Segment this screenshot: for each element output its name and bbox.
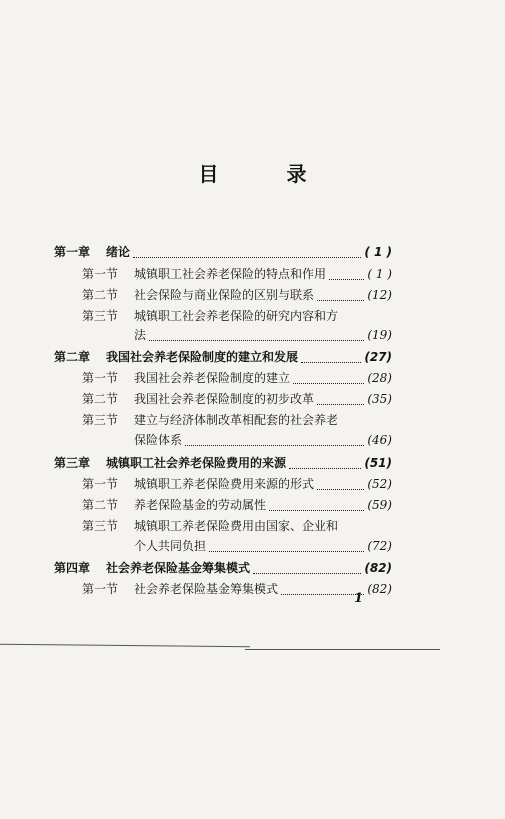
dot-leader: [209, 541, 364, 552]
dot-leader: [289, 458, 361, 469]
toc-entry-title: 法: [134, 328, 147, 342]
toc-entry-title: 我国社会养老保险制度的初步改革: [134, 392, 315, 406]
chapter-label: 第四章: [54, 561, 91, 575]
toc-section-row: [82, 517, 392, 535]
dot-leader: [317, 290, 364, 301]
dot-leader: [253, 563, 361, 574]
toc-page-number: (19): [367, 328, 392, 342]
dot-leader: [269, 500, 364, 511]
toc-continuation-row: [134, 537, 392, 555]
toc-page-number: ( 1 ): [367, 267, 392, 281]
chapter-label: 第一章: [54, 245, 91, 259]
toc-page-number: (12): [367, 288, 392, 302]
toc-continuation-row: [134, 431, 392, 449]
toc-section-row: [82, 580, 392, 598]
section-label: 第三节: [82, 413, 119, 427]
toc-chapter-row: [54, 348, 392, 366]
toc-section-row: [82, 390, 392, 408]
dot-leader: [301, 352, 361, 363]
toc-entry-title: 城镇职工社会养老保险费用的来源: [106, 456, 287, 470]
section-label: 第一节: [82, 371, 119, 385]
section-label: 第三节: [82, 519, 119, 533]
dot-leader: [329, 269, 364, 280]
bottom-rule-left: [0, 644, 250, 648]
toc-continuation-row: [134, 326, 392, 344]
section-label: 第三节: [82, 309, 119, 323]
toc-section-row: [82, 496, 392, 514]
toc-entry-title: 建立与经济体制改革相配套的社会养老: [134, 413, 339, 427]
toc-entry-title: 社会养老保险基金筹集模式: [134, 582, 279, 596]
toc-page-number: (46): [367, 433, 392, 447]
toc-chapter-row: [54, 559, 392, 577]
chapter-label: 第三章: [54, 456, 91, 470]
toc-entry-title: 社会养老保险基金筹集模式: [106, 561, 251, 575]
toc-page-number: (59): [367, 498, 392, 512]
toc-entry-title: 城镇职工社会养老保险的研究内容和方: [134, 309, 339, 323]
toc-entry-title: 我国社会养老保险制度的建立和发展: [106, 350, 299, 364]
toc-chapter-row: [54, 243, 392, 261]
section-label: 第二节: [82, 498, 119, 512]
toc-page-number: (27): [364, 350, 392, 364]
toc-page-number: ( 1 ): [364, 245, 392, 259]
toc-entry-title: 城镇职工养老保险费用由国家、企业和: [134, 519, 339, 533]
bottom-rule-right: [245, 649, 440, 650]
toc-page-number: (52): [367, 477, 392, 491]
dot-leader: [149, 330, 364, 341]
toc-entry-title: 我国社会养老保险制度的建立: [134, 371, 291, 385]
section-label: 第一节: [82, 582, 119, 596]
dot-leader: [133, 247, 361, 258]
dot-leader: [185, 435, 364, 446]
toc-entry-title: 社会保险与商业保险的区别与联系: [134, 288, 315, 302]
toc-entry-title: 城镇职工社会养老保险的特点和作用: [134, 267, 327, 281]
toc-section-row: [82, 286, 392, 304]
section-label: 第一节: [82, 477, 119, 491]
page-title: 目 录: [198, 162, 331, 186]
dot-leader: [317, 479, 364, 490]
dot-leader: [281, 584, 364, 595]
toc-section-row: [82, 265, 392, 283]
chapter-label: 第二章: [54, 350, 91, 364]
toc-section-row: [82, 411, 392, 429]
toc-page-number: (51): [364, 456, 392, 470]
toc-page-number: (35): [367, 392, 392, 406]
toc-entry-title: 保险体系: [134, 433, 183, 447]
toc-page-number: (72): [367, 539, 392, 553]
section-label: 第一节: [82, 267, 119, 281]
toc-entry-title: 绪论: [106, 245, 131, 259]
toc-section-row: [82, 475, 392, 493]
toc-entry-title: 养老保险基金的劳动属性: [134, 498, 267, 512]
page-number: 1: [354, 591, 364, 606]
dot-leader: [317, 394, 364, 405]
toc-section-row: [82, 369, 392, 387]
section-label: 第二节: [82, 288, 119, 302]
toc-page-number: (82): [367, 582, 392, 596]
toc-entry-title: 个人共同负担: [134, 539, 207, 553]
section-label: 第二节: [82, 392, 119, 406]
toc-page-number: (82): [364, 561, 392, 575]
toc-page-number: (28): [367, 371, 392, 385]
toc-entry-title: 城镇职工养老保险费用来源的形式: [134, 477, 315, 491]
toc-section-row: [82, 307, 392, 325]
dot-leader: [293, 373, 364, 384]
toc-chapter-row: [54, 454, 392, 472]
